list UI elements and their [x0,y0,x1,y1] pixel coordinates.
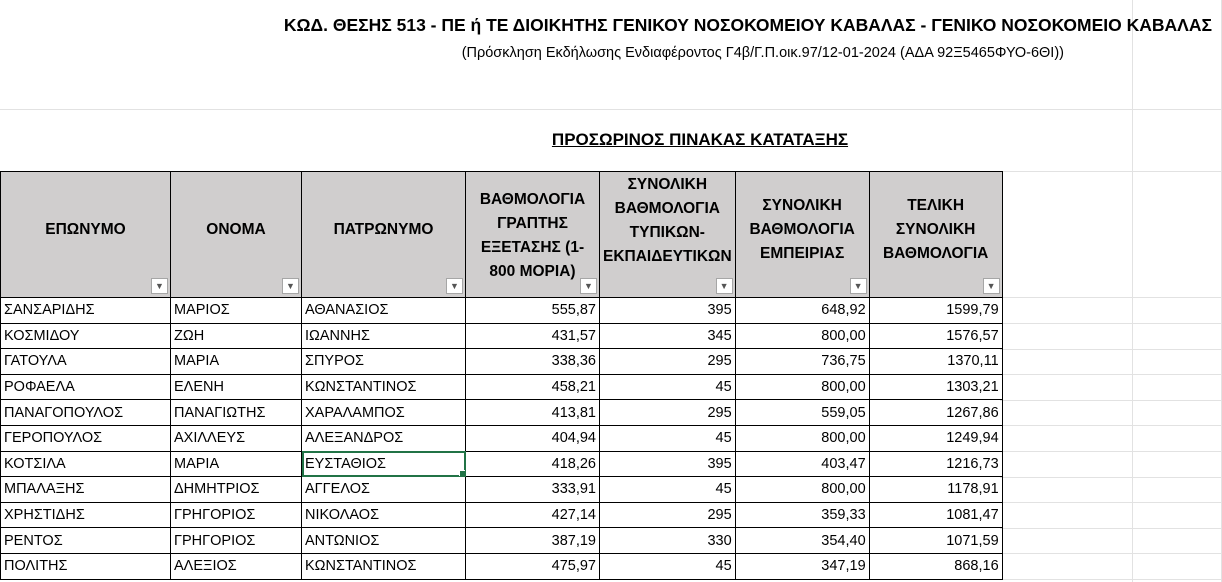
written-exam-score-cell[interactable]: 333,91 [466,477,600,503]
written-exam-score-cell[interactable]: 404,94 [466,425,600,451]
name-cell[interactable]: ΖΩΗ [171,323,302,349]
name-cell[interactable]: ΜΑΡΙΑ [171,451,302,477]
written-exam-score-cell[interactable]: 555,87 [466,298,600,324]
formal-education-score-cell[interactable]: 295 [600,349,736,375]
ranking-table [0,171,1003,580]
patronymic-cell[interactable]: ΑΓΓΕΛΟΣ [302,477,466,503]
final-total-score-cell[interactable]: 1249,94 [869,425,1002,451]
formal-education-score-cell[interactable]: 395 [600,298,736,324]
experience-score-cell[interactable]: 648,92 [735,298,869,324]
name-cell[interactable]: ΓΡΗΓΟΡΙΟΣ [171,502,302,528]
patronymic-cell[interactable]: ΙΩΑΝΝΗΣ [302,323,466,349]
column-header-label: ΣΥΝΟΛΙΚΗ ΒΑΘΜΟΛΟΓΙΑ ΕΜΠΕΙΡΙΑΣ [749,196,855,262]
gridline [1000,425,1222,426]
formal-education-score-cell[interactable]: 330 [600,528,736,554]
patronymic-cell[interactable]: ΑΛΕΞΑΝΔΡΟΣ [302,425,466,451]
table-row [1,323,1003,349]
formal-education-score-cell[interactable]: 45 [600,553,736,579]
column-header-formal-education-score[interactable] [600,172,736,298]
gridline [1000,323,1222,324]
column-header-experience-score[interactable] [735,172,869,298]
final-total-score-cell[interactable]: 1267,86 [869,400,1002,426]
name-cell[interactable]: ΜΑΡΙΑ [171,349,302,375]
table-row [1,553,1003,579]
gridline [1000,528,1222,529]
ranking-table-title: ΠΡΟΣΩΡΙΝΟΣ ΠΙΝΑΚΑΣ ΚΑΤΑΤΑΞΗΣ [551,130,849,149]
patronymic-cell[interactable]: ΚΩΝΣΤΑΝΤΙΝΟΣ [302,374,466,400]
surname-cell[interactable]: ΓΕΡΟΠΟΥΛΟΣ [1,425,171,451]
filter-dropdown-icon[interactable]: ▼ [580,278,597,294]
experience-score-cell[interactable]: 359,33 [735,502,869,528]
patronymic-cell[interactable]: ΑΘΑΝΑΣΙΟΣ [302,298,466,324]
experience-score-cell[interactable]: 800,00 [735,374,869,400]
gridline [1000,374,1222,375]
table-row [1,451,1003,477]
patronymic-cell[interactable]: ΧΑΡΑΛΑΜΠΟΣ [302,400,466,426]
experience-score-cell[interactable]: 347,19 [735,553,869,579]
name-cell[interactable]: ΑΛΕΞΙΟΣ [171,553,302,579]
written-exam-score-cell[interactable]: 418,26 [466,451,600,477]
surname-cell[interactable]: ΠΑΝΑΓΟΠΟΥΛΟΣ [1,400,171,426]
surname-cell[interactable]: ΡΟΦΑΕΛΑ [1,374,171,400]
experience-score-cell[interactable]: 800,00 [735,477,869,503]
name-cell[interactable]: ΔΗΜΗΤΡΙΟΣ [171,477,302,503]
final-total-score-cell[interactable]: 1081,47 [869,502,1002,528]
filter-dropdown-icon[interactable]: ▼ [716,278,733,294]
written-exam-score-cell[interactable]: 427,14 [466,502,600,528]
surname-cell[interactable]: ΧΡΗΣΤΙΔΗΣ [1,502,171,528]
final-total-score-cell[interactable]: 1599,79 [869,298,1002,324]
final-total-score-cell[interactable]: 1216,73 [869,451,1002,477]
formal-education-score-cell[interactable]: 395 [600,451,736,477]
formal-education-score-cell[interactable]: 345 [600,323,736,349]
header-row [1,172,1003,298]
gridline [1000,502,1222,503]
position-code-title: ΚΩΔ. ΘΕΣΗΣ 513 - ΠΕ ή ΤΕ ΔΙΟΙΚΗΤΗΣ ΓΕΝΙΚΟΥ ΝΟΣΟΚΟΜΕΙΟΥ ΚΑΒΑΛΑΣ - ΓΕΝΙΚΟ ΝΟΣΟΚΟΜΕΙΟ ΚΑΒΑΛΑΣ [283,15,1212,35]
table-row [1,374,1003,400]
final-total-score-cell[interactable]: 1178,91 [869,477,1002,503]
table-row [1,400,1003,426]
table-row [1,425,1003,451]
gridline [1000,171,1222,172]
column-header-surname[interactable] [1,172,171,298]
gridline [1000,579,1222,580]
formal-education-score-cell[interactable]: 45 [600,477,736,503]
final-total-score-cell[interactable]: 1071,59 [869,528,1002,554]
surname-cell[interactable]: ΣΑΝΣΑΡΙΔΗΣ [1,298,171,324]
experience-score-cell[interactable]: 559,05 [735,400,869,426]
patronymic-cell[interactable]: ΕΥΣΤΑΘΙΟΣ [302,451,466,477]
filter-dropdown-icon[interactable]: ▼ [983,278,1000,294]
surname-cell[interactable]: ΜΠΑΛΑΞΗΣ [1,477,171,503]
surname-cell[interactable]: ΓΑΤΟΥΛΑ [1,349,171,375]
gridline [1000,553,1222,554]
written-exam-score-cell[interactable]: 387,19 [466,528,600,554]
table-row [1,528,1003,554]
formal-education-score-cell[interactable]: 45 [600,374,736,400]
patronymic-cell[interactable]: ΝΙΚΟΛΑΟΣ [302,502,466,528]
gridline [1000,400,1222,401]
written-exam-score-cell[interactable]: 431,57 [466,323,600,349]
filter-dropdown-icon[interactable]: ▼ [850,278,867,294]
name-cell[interactable]: ΠΑΝΑΓΙΩΤΗΣ [171,400,302,426]
column-header-label: ΒΑΘΜΟΛΟΓΙΑ ΓΡΑΠΤΗΣ ΕΞΕΤΑΣΗΣ (1-800 ΜΟΡΙΑ) [479,191,586,280]
call-reference-subtitle: (Πρόσκληση Εκδήλωσης Ενδιαφέροντος Γ4β/Γ.Π.οικ.97/12-01-2024 (ΑΔΑ 92Ξ5465ΦΥΟ-6ΘΙ)) [461,45,1064,61]
gridline [1000,451,1222,452]
gridline [0,109,1222,110]
column-header-name[interactable] [171,172,302,298]
filter-dropdown-icon[interactable]: ▼ [151,278,168,294]
final-total-score-cell[interactable]: 1370,11 [869,349,1002,375]
surname-cell[interactable]: ΠΟΛΙΤΗΣ [1,553,171,579]
column-header-label: ΠΑΤΡΩΝΥΜΟ [333,220,434,238]
name-cell[interactable]: ΜΑΡΙΟΣ [171,298,302,324]
column-header-label: ΕΠΩΝΥΜΟ [45,220,126,238]
table-row [1,349,1003,375]
gridline [1000,297,1222,298]
table-row [1,477,1003,503]
experience-score-cell[interactable]: 403,47 [735,451,869,477]
column-header-label: ΤΕΛΙΚΗ ΣΥΝΟΛΙΚΗ ΒΑΘΜΟΛΟΓΙΑ [882,196,989,262]
name-cell[interactable]: ΓΡΗΓΟΡΙΟΣ [171,528,302,554]
filter-dropdown-icon[interactable]: ▼ [446,278,463,294]
formal-education-score-cell[interactable]: 295 [600,400,736,426]
column-header-written-exam-score[interactable] [466,172,600,298]
final-total-score-cell[interactable]: 1576,57 [869,323,1002,349]
surname-cell[interactable]: ΚΟΣΜΙΔΟΥ [1,323,171,349]
surname-cell[interactable]: ΡΕΝΤΟΣ [1,528,171,554]
gridline [1132,0,1133,582]
written-exam-score-cell[interactable]: 413,81 [466,400,600,426]
column-header-label: ΟΝΟΜΑ [206,220,266,238]
patronymic-cell[interactable]: ΑΝΤΩΝΙΟΣ [302,528,466,554]
filter-dropdown-icon[interactable]: ▼ [282,278,299,294]
name-cell[interactable]: ΕΛΕΝΗ [171,374,302,400]
final-total-score-cell[interactable]: 1303,21 [869,374,1002,400]
formal-education-score-cell[interactable]: 45 [600,425,736,451]
gridline [1000,349,1222,350]
experience-score-cell[interactable]: 736,75 [735,349,869,375]
written-exam-score-cell[interactable]: 475,97 [466,553,600,579]
name-cell[interactable]: ΑΧΙΛΛΕΥΣ [171,425,302,451]
written-exam-score-cell[interactable]: 458,21 [466,374,600,400]
gridline [1000,477,1222,478]
column-header-final-total-score[interactable] [869,172,1002,298]
experience-score-cell[interactable]: 800,00 [735,323,869,349]
formal-education-score-cell[interactable]: 295 [600,502,736,528]
experience-score-cell[interactable]: 354,40 [735,528,869,554]
patronymic-cell[interactable]: ΣΠΥΡΟΣ [302,349,466,375]
table-row [1,298,1003,324]
table-row [1,502,1003,528]
written-exam-score-cell[interactable]: 338,36 [466,349,600,375]
surname-cell[interactable]: ΚΟΤΣΙΛΑ [1,451,171,477]
final-total-score-cell[interactable]: 868,16 [869,553,1002,579]
column-header-patronymic[interactable] [302,172,466,298]
experience-score-cell[interactable]: 800,00 [735,425,869,451]
column-header-label: ΣΥΝΟΛΙΚΗ ΒΑΘΜΟΛΟΓΙΑ ΤΥΠΙΚΩΝ-ΕΚΠΑΙΔΕΥΤΙΚΩΝ [603,175,732,265]
patronymic-cell[interactable]: ΚΩΝΣΤΑΝΤΙΝΟΣ [302,553,466,579]
